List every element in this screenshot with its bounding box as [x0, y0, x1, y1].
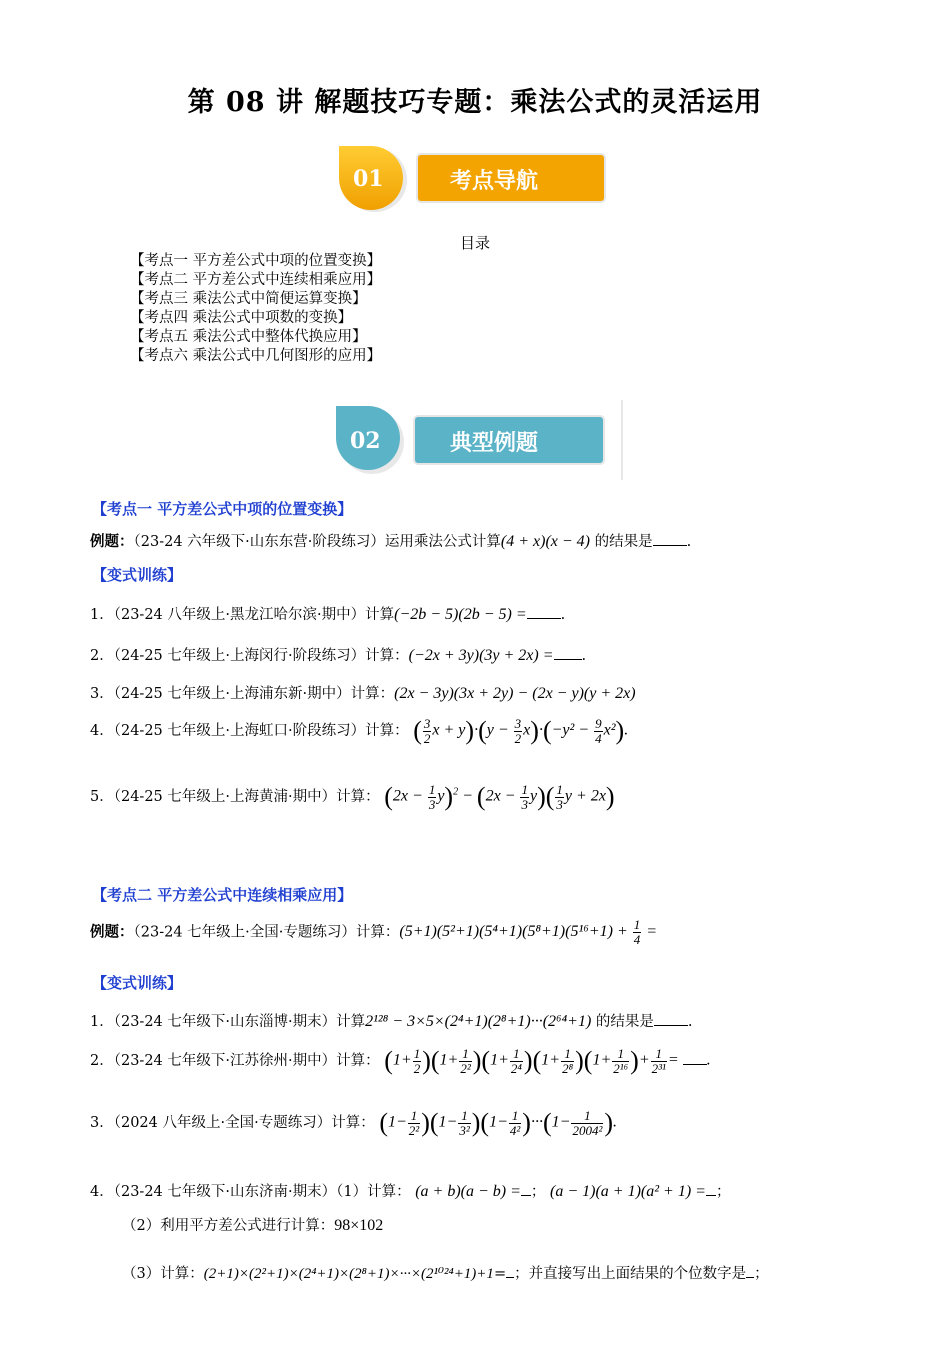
- badge-02-number: 02: [350, 428, 381, 454]
- answer-blank[interactable]: [706, 1181, 716, 1196]
- example-tail: 的结果是: [594, 534, 653, 550]
- variant-heading: 【变式训练】: [92, 566, 183, 584]
- s2-problem-4-part-2: （2）利用平方差公式进行计算：98×102: [122, 1217, 384, 1234]
- toc-item[interactable]: 【考点三 乘法公式中简便运算变换】: [130, 291, 367, 307]
- s1-problem-1: 1．（23-24 八年级上·黑龙江哈尔滨·期中）计算(−2b − 5)(2b − 5) = .: [90, 606, 566, 623]
- problem-expr: (−2b − 5)(2b − 5) =: [394, 606, 527, 623]
- variant-heading: 【变式训练】: [92, 974, 183, 992]
- toc-item[interactable]: 【考点六 乘法公式中几何图形的应用】: [130, 348, 382, 364]
- problem-expr: ( $\frac{3}{2}$ x + y)·(y − $\frac{3}{2}$ x)·(−y² − $\frac{9}{4}$ x²).: [413, 715, 629, 746]
- s1-problem-3: 3．（24-25 七年级上·上海浦东新·期中）计算：(2x − 3y)(3x + 2y) − (2x − y)(y + 2x): [90, 685, 636, 702]
- problem-expr-a: (a + b)(a − b) =: [415, 1183, 521, 1200]
- answer-blank[interactable]: [654, 1011, 688, 1026]
- section-badge-01: [335, 142, 610, 218]
- problem-expr: (1− $\frac{1}{\text{2²}}$ )(1− $\frac{1}{\text{3²}}$ )(1− $\frac{1}{\text{4²}}$ )···(1− $\frac{1}{\text{2004²}}$ ).: [379, 1107, 618, 1138]
- page-title: 第 08 讲 解题技巧专题：乘法公式的灵活运用: [187, 87, 763, 118]
- answer-blank[interactable]: [506, 1263, 514, 1278]
- example-expr: (4 + x)(x − 4): [500, 533, 590, 550]
- badge-01-label: 考点导航: [450, 169, 539, 194]
- problem-expr: (2x − $\frac{1}{3}$ y)$^2$ − (2x − $\frac{1}{3}$ y)( $\frac{1}{3}$ y + 2x): [384, 781, 615, 812]
- s1-problem-4: 4．（24-25 七年级上·上海虹口·阶段练习）计算： ( $\frac{3}{2}$ x + y)·(y − $\frac{3}{2}$ x)·(−y² − $\frac{9}{4}$ x²).: [90, 715, 629, 746]
- s2-problem-3: 3．（2024 八年级上·全国·专题练习）计算： (1− $\frac{1}{\text{2²}}$ )(1− $\frac{1}{\text{3²}}$ )(1− $\frac{1}{\text{4²}}$ )···(1− $\frac{1}{\text{2004²}}$ ).: [90, 1107, 618, 1138]
- toc-item[interactable]: 【考点一 平方差公式中项的位置变换】: [130, 253, 382, 269]
- toc-item[interactable]: 【考点四 乘法公式中项数的变换】: [130, 310, 353, 326]
- example-expr: (5+1)(5²+1)(5⁴+1)(5⁸+1)(5¹⁶+1) + $\frac{1}{4}$ =: [399, 917, 658, 947]
- problem-expr: (−2x + 3y)(3y + 2x) =: [408, 647, 554, 664]
- problem-expr: (1+ $\frac{1}{2}$ )(1+ $\frac{1}{\text{2²}}$ )(1+ $\frac{1}{\text{2⁴}}$ )(1+ $\frac{1}{\text{2⁸}}$ )(1+ $\frac{1}{\text{2¹⁶}}$ )+ $\frac{1}{\text{2³¹}}$ = .: [384, 1045, 711, 1076]
- s1-problem-5: 5．（24-25 七年级上·上海黄浦·期中）计算： (2x − $\frac{1}{3}$ y)$^2$ − (2x − $\frac{1}{3}$ y)( $\frac{1}{3}$ y + 2x): [90, 781, 615, 812]
- problem-expr-b: (a − 1)(a + 1)(a² + 1) =: [550, 1183, 706, 1200]
- toc-heading: 目录: [459, 234, 490, 252]
- answer-blank[interactable]: [683, 1050, 707, 1065]
- toc-item[interactable]: 【考点五 乘法公式中整体代换应用】: [130, 329, 367, 345]
- s2-problem-2: 2．（23-24 七年级下·江苏徐州·期中）计算： (1+ $\frac{1}{2}$ )(1+ $\frac{1}{\text{2²}}$ )(1+ $\frac{1}{\text{2⁴}}$ )(1+ $\frac{1}{\text{2⁸}}$ )(1+ $\frac{1}{\text{2¹⁶}}$ )+ $\frac{1}{\text{2³¹}}$ = .: [90, 1045, 711, 1076]
- s2-problem-4-part-3: （3）计算：(2+1)×(2²+1)×(2⁴+1)×(2⁸+1)×···×(2¹⁰²⁴+1)+1= ；并直接写出上面结果的个位数字是 ；: [122, 1262, 769, 1283]
- section-2-example: 例题：（23-24 七年级上·全国·专题练习）计算：(5+1)(5²+1)(5⁴+1)(5⁸+1)(5¹⁶+1) + $\frac{1}{4}$ =: [90, 917, 658, 947]
- s2-problem-4: 4．（23-24 七年级下·山东济南·期末）（1）计算： (a + b)(a − b) = ； (a − 1)(a + 1)(a² + 1) = ；: [90, 1183, 731, 1200]
- section-1-heading: 【考点一 平方差公式中项的位置变换】: [92, 500, 353, 518]
- badge-01-number: 01: [353, 166, 384, 192]
- answer-blank[interactable]: [521, 1181, 531, 1196]
- example-label: 例题：: [90, 533, 134, 550]
- problem-expr: 2¹²⁸ − 3×5×(2⁴+1)(2⁸+1)···(2⁶⁴+1): [365, 1013, 592, 1030]
- problem-expr: 98×102: [334, 1217, 384, 1234]
- badge-02-label: 典型例题: [450, 431, 539, 456]
- section-1-example: 例题：（23-24 六年级下·山东东营·阶段练习）运用乘法公式计算(4 + x)(x − 4) 的结果是 .: [90, 533, 692, 550]
- section-2-heading: 【考点二 平方差公式中连续相乘应用】: [92, 886, 353, 904]
- problem-expr: (2+1)×(2²+1)×(2⁴+1)×(2⁸+1)×···×(2¹⁰²⁴+1)+1: [203, 1266, 494, 1282]
- toc-item[interactable]: 【考点二 平方差公式中连续相乘应用】: [130, 272, 382, 288]
- section-badge-02: [332, 400, 627, 480]
- example-source: （23-24 六年级下·山东东营·阶段练习）运用乘法公式计算: [133, 534, 501, 550]
- s2-problem-1: 1．（23-24 七年级下·山东淄博·期末）计算2¹²⁸ − 3×5×(2⁴+1)(2⁸+1)···(2⁶⁴+1) 的结果是 .: [90, 1013, 693, 1030]
- answer-blank[interactable]: [746, 1263, 754, 1278]
- problem-expr: (2x − 3y)(3x + 2y) − (2x − y)(y + 2x): [394, 685, 636, 702]
- s1-problem-2: 2．（24-25 七年级上·上海闵行·阶段练习）计算：(−2x + 3y)(3y + 2x) = .: [90, 647, 587, 664]
- answer-blank[interactable]: [653, 531, 687, 546]
- answer-blank[interactable]: [527, 604, 561, 619]
- answer-blank[interactable]: [554, 645, 582, 660]
